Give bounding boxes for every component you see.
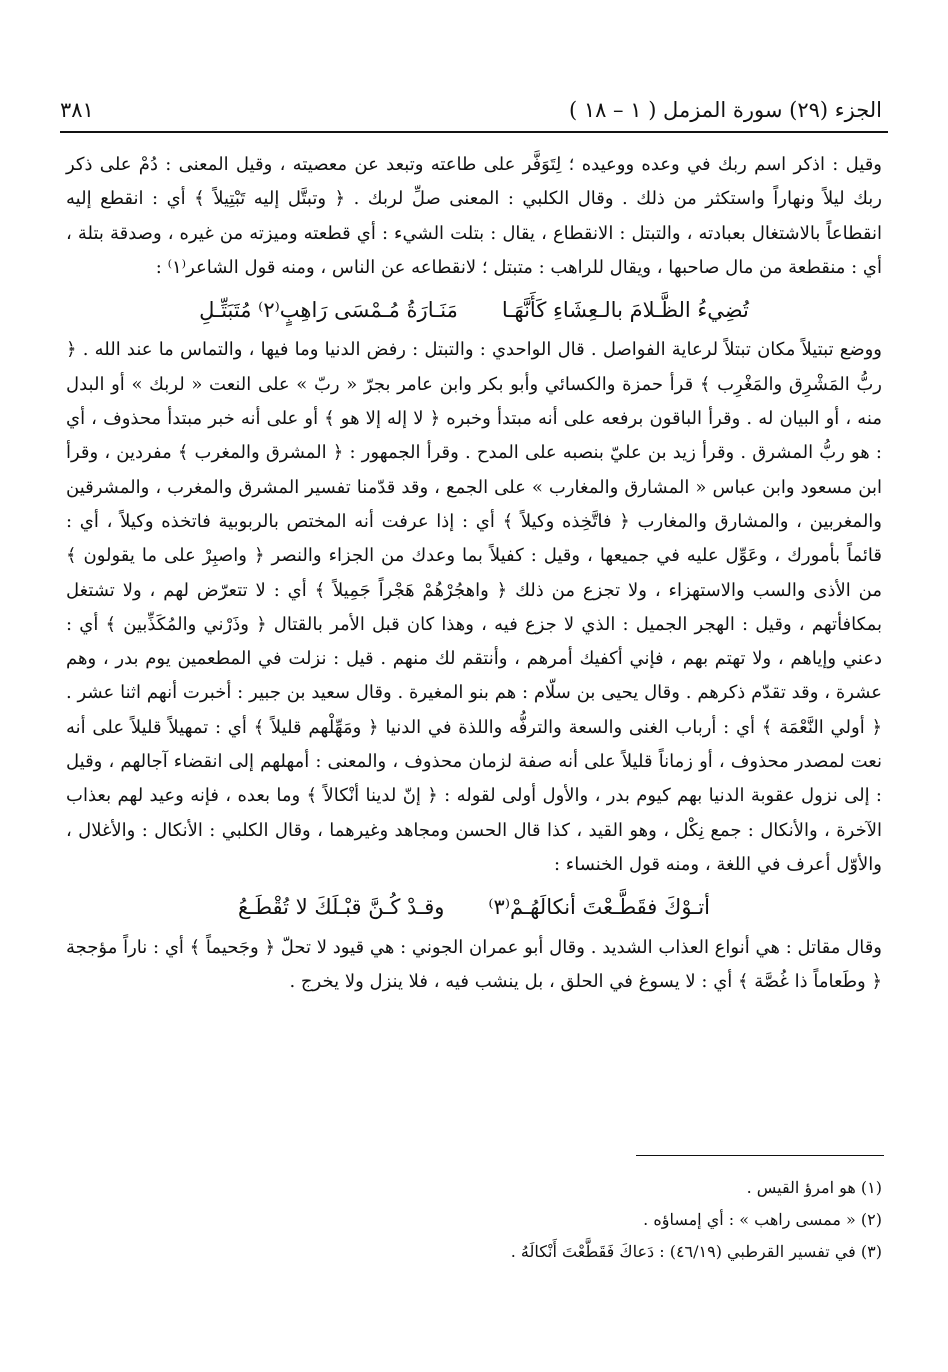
footnote-divider [636, 1155, 884, 1156]
paragraph-1: وقيل : اذكر اسم ربك في وعده ووعيده ؛ لِتَوَفَّر على طاعته وتبعد عن معصيته ، وقيل المعنى : دُمْ على ذكر ربك ليلاً ونهاراً واستكثر من ذلك . وقال الكلبي : المعنى صلِّ لربك . ﴿ وتبتَّل إليه تَبْتِيلاً ﴾ أي : انقطع إليه انقطاعاً بالاشتغال بعبادته ، والتبتل : الانقطاع ، يقال : بتلت الشيء : أي قطعته وميزته من غيره ، وصدقة بتلة ، أي : منقطعة من مال صاحبها ، ويقال للراهب : متبتل ؛ لانقطاعه عن الناس ، ومنه قول الشاعر⁽١⁾ : [66, 154, 882, 278]
running-title: الجزء (٢٩) سورة المزمل ( ١ – ١٨ ) [568, 98, 882, 122]
verse-1-second-hemistich: مَنَـارَةُ مُـمْسَى رَاهِبٍ⁽٢⁾ مُتَبَتِّـلِ [199, 298, 458, 323]
main-text [66, 148, 882, 999]
page-header [60, 92, 882, 128]
footnote-3: (٣) في تفسير القرطبي (٤٦/١٩) : دَعاكَ فَقَطَّعْتَ أَنْكالَهُ . [510, 1242, 882, 1261]
verse-2-first-hemistich: أتـوْكَ فقَطَّـعْتَ أنكالَهُـمْ⁽٣⁾ [488, 895, 710, 920]
verse-1-first-hemistich: تُضِيءُ الظَّـلامَ بالـعِشَاءِ كَأَنَّهَـا [501, 298, 749, 323]
poetry-verse-2 [66, 882, 882, 930]
footnotes [66, 1172, 882, 1268]
poetry-verse-1 [66, 285, 882, 333]
page-number: ٣٨١ [60, 98, 94, 122]
header-divider [60, 131, 888, 133]
footnote-1: (١) هو امرؤ القيس . [746, 1178, 882, 1197]
paragraph-2: ووضع تبتيلاً مكان تبتلاً لرعاية الفواصل . قال الواحدي : والتبتل : رفض الدنيا وما فيها ، والتماس ما عند الله . ﴿ ربُّ المَشْرِق والمَغْرِب ﴾ قرأ حمزة والكسائي وأبو بكر وابن عامر بجرّ « ربّ » على النعت « لربك » أو البدل منه ، أو البيان له . وقرأ الباقون برفعه على أنه مبتدأ وخبره ﴿ لا إله إلا هو ﴾ أو على أنه خبر مبتدأ محذوف ، أي : هو ربُّ المشرق . وقرأ زيد بن عليّ بنصبه على المدح . وقرأ الجمهور : ﴿ المشرق والمغرب ﴾ مفردين ، وقرأ ابن مسعود وابن عباس « المشارق والمغارب » على الجمع ، وقد قدّمنا تفسير المشرق والمغرب ، والمشرقين والمغربين ، والمشارق والمغارب ﴿ فاتَّخِذه وكيلاً ﴾ أي : إذا عرفت أنه المختص بالربوبية فاتخذه وكيلاً ، أي : قائماً بأمورك ، وعَوِّل عليه في جميعها ، وقيل : كفيلاً بما وعدك من الجزاء والنصر ﴿ واصبِرْ على ما يقولون ﴾ من الأذى والسب والاستهزاء ، ولا تجزع من ذلك ﴿ واهجُرْهُمْ هَجْراً جَمِيلاً ﴾ أي : لا تتعرّض لهم ، ولا تشتغل بمكافأتهم ، وقيل : الهجر الجميل : الذي لا جزع فيه ، وهذا كان قبل الأمر بالقتال ﴿ وذَرْني والمُكَذِّبين ﴾ أي : دعني وإياهم ، ولا تهتم بهم ، فإني أكفيك أمرهم ، وأنتقم لك منهم . قيل : نزلت في المطعمين يوم بدر ، وهم عشرة ، وقد تقدّم ذكرهم . وقال يحيى بن سلّام : هم بنو المغيرة . وقال سعيد بن جبير : أخبرت أنهم اثنا عشر . ﴿ أولي النَّعْمَة ﴾ أي : أرباب الغنى والسعة والترفُّه واللذة في الدنيا ﴿ ومَهِّلْهم قليلاً ﴾ أي : تمهيلاً قليلاً على أنه نعت لمصدر محذوف ، أو زماناً قليلاً على أنه صفة لزمان محذوف ، والمعنى : أمهلهم إلى انقضاء آجالهم ، وقيل : إلى نزول عقوبة الدنيا بهم كيوم بدر ، والأول أولى لقوله : ﴿ إنّ لدينا أنْكالاً ﴾ وما بعده ، فإنه وعيد لهم بعذاب الآخرة ، والأنكال : جمع نِكْل ، وهو القيد ، كذا قال الحسن ومجاهد وغيرهما ، وقال الكلبي : الأنكال : والأغلال ، والأوّل أعرف في اللغة ، ومنه قول الخنساء : [66, 339, 882, 875]
verse-2-second-hemistich: وقـدْ كُـنَّ قبْـلَكَ لا تُقْطَـعُ [238, 895, 445, 920]
footnote-2: (٢) « ممسى راهب » : أي إمساؤه . [643, 1210, 882, 1229]
paragraph-3: وقال مقاتل : هي أنواع العذاب الشديد . وقال أبو عمران الجوني : هي قيود لا تحلّ ﴿ وجَحيماً ﴾ أي : ناراً مؤججة ﴿ وطَعاماً ذا غُصَّة ﴾ أي : لا يسوغ في الحلق ، بل ينشب فيه ، فلا ينزل ولا يخرج . [66, 936, 882, 992]
